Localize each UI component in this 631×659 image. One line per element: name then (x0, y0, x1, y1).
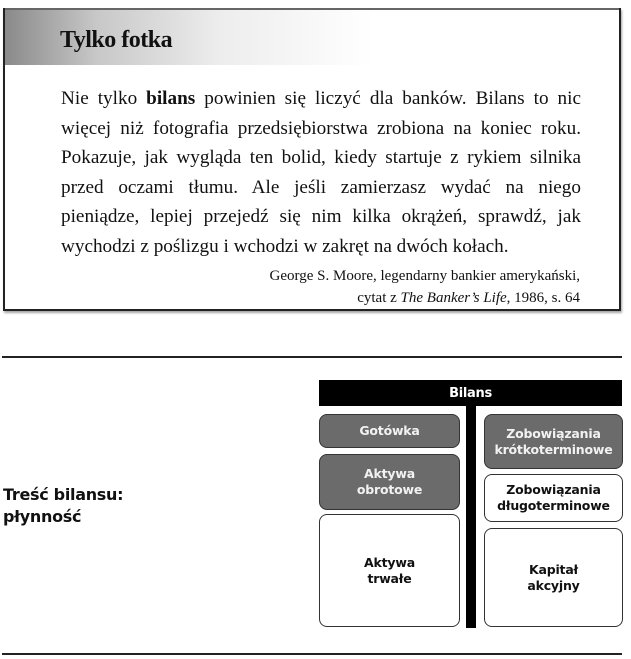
quote-box (3, 8, 621, 311)
asset-label: Gotówka (359, 423, 420, 438)
quote-text-start: Nie tylko (61, 88, 147, 109)
liability-box-short-term (484, 414, 623, 469)
section-label-line-1: Treść bilansu: (3, 485, 124, 504)
asset-box-current (319, 454, 460, 510)
liability-label-1: Zobowiązania (506, 425, 601, 441)
quote-title-bar (5, 8, 619, 65)
asset-label-2: obrotowe (356, 482, 423, 497)
liability-label-1: Zobowiązania (506, 482, 601, 497)
attribution-prefix: cytat z (357, 290, 401, 306)
equity-box-share-capital (484, 528, 623, 627)
section-label (3, 484, 123, 528)
quote-title: Tylko fotka (60, 27, 173, 53)
asset-label-1: Aktywa (364, 554, 415, 570)
bilans-header: Bilans (319, 380, 622, 406)
quote-body (61, 84, 581, 262)
quote-bold-term: bilans (146, 88, 196, 109)
asset-box-cash (319, 414, 460, 448)
asset-label-2: trwałe (367, 570, 412, 586)
asset-label-1: Aktywa (364, 466, 415, 481)
section-divider-top (2, 356, 622, 358)
attribution-line-2 (270, 287, 580, 309)
section-divider-bottom (2, 653, 622, 655)
quote-attribution (270, 265, 580, 309)
liability-label-2: krótkoterminowe (494, 441, 613, 457)
attribution-line-1: George S. Moore, legendarny bankier amerykański, (269, 268, 580, 284)
asset-box-fixed (319, 514, 460, 627)
book-title: The Banker’s Life (400, 290, 507, 306)
attribution-suffix: , 1986, s. 64 (506, 290, 580, 306)
quote-text-rest: powinien się liczyć dla banków. Bilans to nic więcej niż fotografia przedsiębiorstwa zrobiona na koniec roku. Pokazuje, jak wygląda ten bolid, kiedy startuje z rykiem silnika przed oczami tłumu. Ale jeśli zamierzasz wydać na niego pieniądze, lepiej przejedź się nim kilka okrążeń, sprawdź, jak wychodzi z poślizgu i wchodzi w zakręt na dwóch kołach. (61, 88, 581, 257)
equity-label-1: Kapitał (528, 561, 578, 577)
section-label-line-2: płynność (3, 507, 82, 526)
bilans-divider-spine (466, 406, 476, 628)
equity-label-2: akcyjny (527, 577, 580, 593)
liability-label-2: długoterminowe (497, 498, 610, 513)
liability-box-long-term (484, 474, 623, 522)
